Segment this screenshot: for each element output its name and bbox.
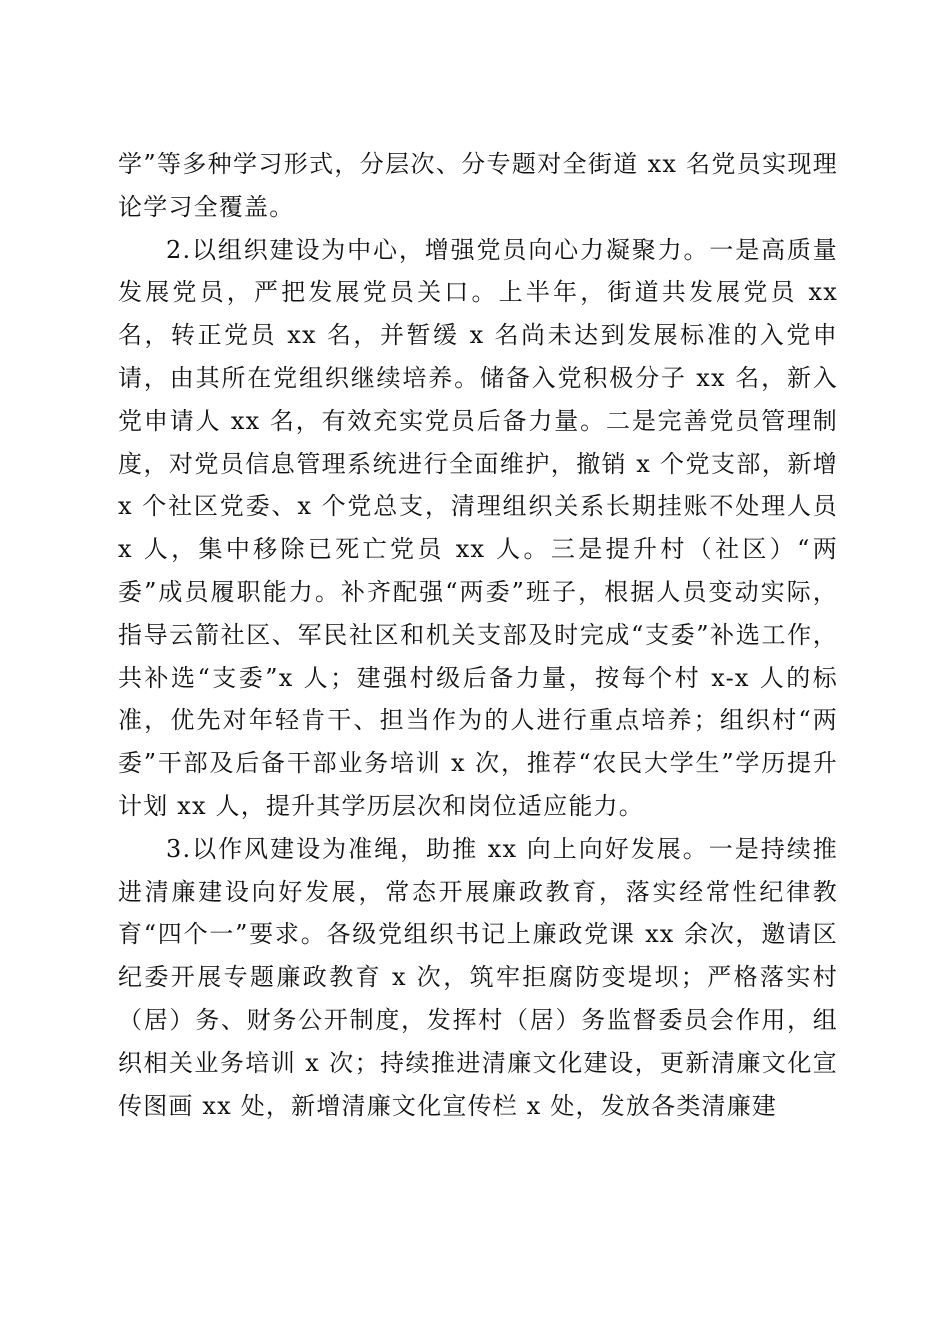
paragraph-organization-building: 2.以组织建设为中心，增强党员向心力凝聚力。一是高质量发展党员，严把发展党员关口。上半年，街道共发展党员 xx 名，转正党员 xx 名，并暂缓 x 名尚未达到发展标准的入党申请，由其所在党组织继续培养。储备入党积极分子 xx 名，新入党申请人 xx 名，有效充实党员后备力量。二是完善党员管理制度，对党员信息管理系统进行全面维护，撤销 x 个党支部，新增 x 个社区党委、x 个党总支，清理组织关系长期挂账不处理人员 x 人，集中移除已死亡党员 xx 人。三是提升村（社区）“两委”成员履职能力。补齐配强“两委”班子，根据人员变动实际，指导云箭社区、军民社区和机关支部及时完成“支委”补选工作，共补选“支委”x 人；建强村级后备力量，按每个村 x-x 人的标准，优先对年轻肯干、担当作为的人进行重点培养；组织村“两委”干部及后备干部业务培训 x 次，推荐“农民大学生”学历提升计划 xx 人，提升其学历层次和岗位适应能力。	[118, 235, 838, 820]
paragraph-work-style-building: 3.以作风建设为准绳，助推 xx 向上向好发展。一是持续推进清廉建设向好发展，常态开展廉政教育，落实经常性纪律教育“四个一”要求。各级党组织书记上廉政党课 xx 余次，邀请区纪委开展专题廉政教育 x 次，筑牢拒腐防变堤坝；严格落实村（居）务、财务公开制度，发挥村（居）务监督委员会作用，组织相关业务培训 x 次；持续推进清廉文化建设，更新清廉文化宣传图画 xx 处，新增清廉文化宣传栏 x 处，发放各类清廉建	[118, 834, 838, 1120]
paragraph-continuation: 学”等多种学习形式，分层次、分专题对全街道 xx 名党员实现理论学习全覆盖。	[118, 150, 838, 221]
document-body	[118, 143, 838, 1127]
